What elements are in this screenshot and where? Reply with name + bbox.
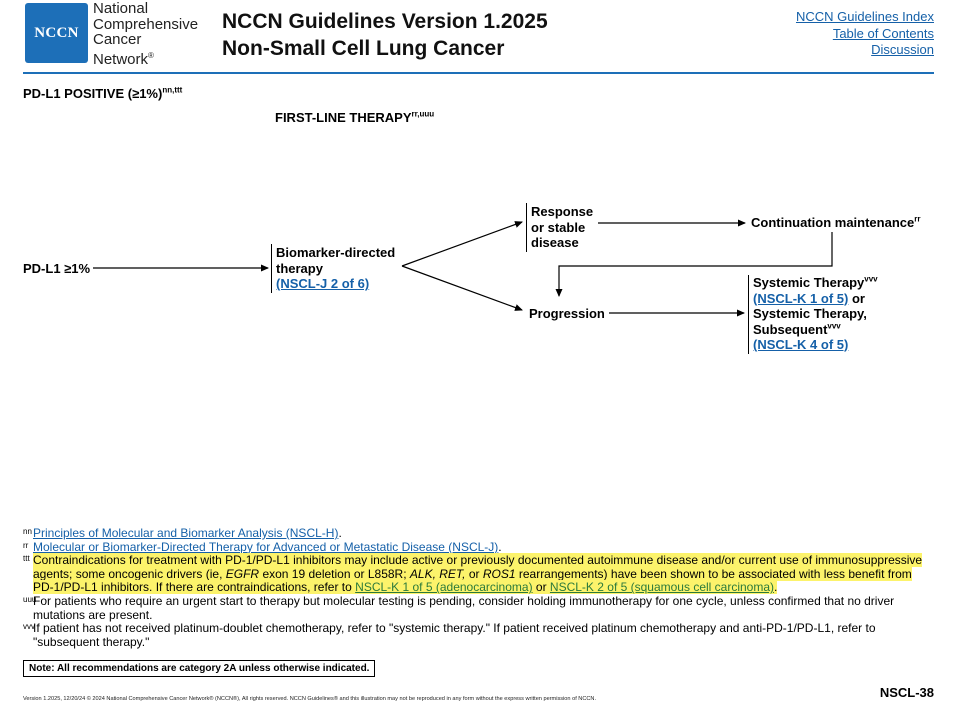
therapy-heading-footnote-ref: rr,uuu — [411, 109, 435, 119]
trademark: ® — [148, 50, 154, 60]
footnote-vvv: vvv If patient has not received platinum-doublet chemotherapy, refer to "systemic therapy." If patient received platinum chemotherapy and anti-PD-1/PD-L1, refer to "subsequent therapy." — [23, 621, 876, 649]
table-of-contents-link[interactable]: Table of Contents — [832, 25, 934, 41]
response-stable-disease-node: Response or stable disease — [526, 203, 593, 252]
title-version: NCCN Guidelines Version 1.2025 — [222, 10, 548, 33]
org-line-4: Network® — [93, 50, 154, 68]
category-note: Note: All recommendations are category 2A unless otherwise indicated. — [23, 660, 375, 677]
org-line-2: Comprehensive — [93, 15, 199, 33]
progression-node: Progression — [529, 306, 605, 321]
continuation-footnote-ref: rr — [914, 214, 921, 224]
logo-text: NCCN — [34, 24, 79, 41]
discussion-link[interactable]: Discussion — [871, 42, 934, 57]
footnote-rr: rr Molecular or Biomarker-Directed Therapy for Advanced or Metastatic Disease (NSCL-J). — [23, 539, 502, 554]
biomarker-therapy-node: Biomarker-directed therapy (NSCL-J 2 of 6) — [271, 244, 395, 293]
therapy-heading: FIRST-LINE $THERAPY^{rr,uuu}$ — [275, 109, 435, 125]
biomarker-directed-therapy-link[interactable]: Molecular or Biomarker-Directed Therapy for Advanced or Metastatic Disease (NSCL-J) — [33, 539, 499, 554]
nscl-k-2-squamous-link[interactable]: NSCL-K 2 of 5 (squamous cell carcinoma) — [549, 580, 775, 595]
footnote-ttt: ttt Contraindications for treatment with PD-1/PD-L1 inhibitors may include active or previously documented autoimmune disease and/or current use of immunosuppressive agents; some oncogenic drivers (ie, EGFR exon 19 deletion or L858R; ALK, RET, or ROS1 rearrangements) have been shown to be associated with less benefit from PD-1/PD-L1 inhibitors. If there are contraindications, refer to NSCL-K 1 of 5 (adenocarcinoma) or NSCL-K 2 of 5 (squamous cell carcinoma). — [23, 553, 923, 595]
org-line-1: National — [93, 0, 149, 17]
nscl-k-1-adenocarcinoma-link[interactable]: NSCL-K 1 of 5 (adenocarcinoma) — [355, 580, 533, 595]
section-title-footnote-ref: nn,ttt — [162, 85, 183, 95]
nscl-k-1-link[interactable]: (NSCL-K 1 of 5) — [753, 290, 849, 306]
arrow-biomarker-to-response — [402, 222, 522, 266]
arrow-biomarker-to-progression — [402, 266, 522, 310]
section-title: PD-L1 POSITIVE (≥1%)$^{nn,ttt}$ — [23, 85, 183, 101]
copyright-notice: Version 1.2025, 12/20/24 © 2024 National Comprehensive Cancer Network® (NCCN®), All rights reserved. NCCN Guidelines® and this illustration may not be reproduced in any form without the express written permission of NCCN. — [23, 696, 597, 702]
page-code: NSCL-38 — [879, 685, 934, 700]
nscl-j-2-link[interactable]: (NSCL-J 2 of 6) — [276, 276, 370, 291]
nscl-k-4-link[interactable]: (NSCL-K 4 of 5) — [753, 337, 849, 352]
guidelines-index-link[interactable]: NCCN Guidelines Index — [795, 9, 934, 24]
title-disease: Non-Small Cell Lung Cancer — [222, 37, 505, 60]
molecular-analysis-link[interactable]: Principles of Molecular and Biomarker Analysis (NSCL-H) — [33, 526, 339, 540]
continuation-maintenance-node: Continuation maintenance$^{rr}$ — [751, 214, 921, 230]
footnote-uuu: uuu For patients who require an urgent start to therapy but molecular testing is pending, consider holding immunotherapy for one cycle, unless confirmed that no driver mutations are present. — [23, 593, 895, 622]
footnotes — [23, 527, 935, 649]
pdl1-positive-node: PD-L1 ≥1% — [23, 261, 91, 276]
footnote-nn: nn Principles of Molecular and Biomarker Analysis (NSCL-H). — [23, 526, 342, 540]
systemic-therapy-node: Systemic Therapy$^{vvv}$ (NSCL-K 1 of 5) or Systemic Therapy, Subsequent$^{vvv}$ (NSCL-K 4 of 5) — [748, 275, 878, 354]
org-line-3: Cancer — [93, 31, 142, 48]
